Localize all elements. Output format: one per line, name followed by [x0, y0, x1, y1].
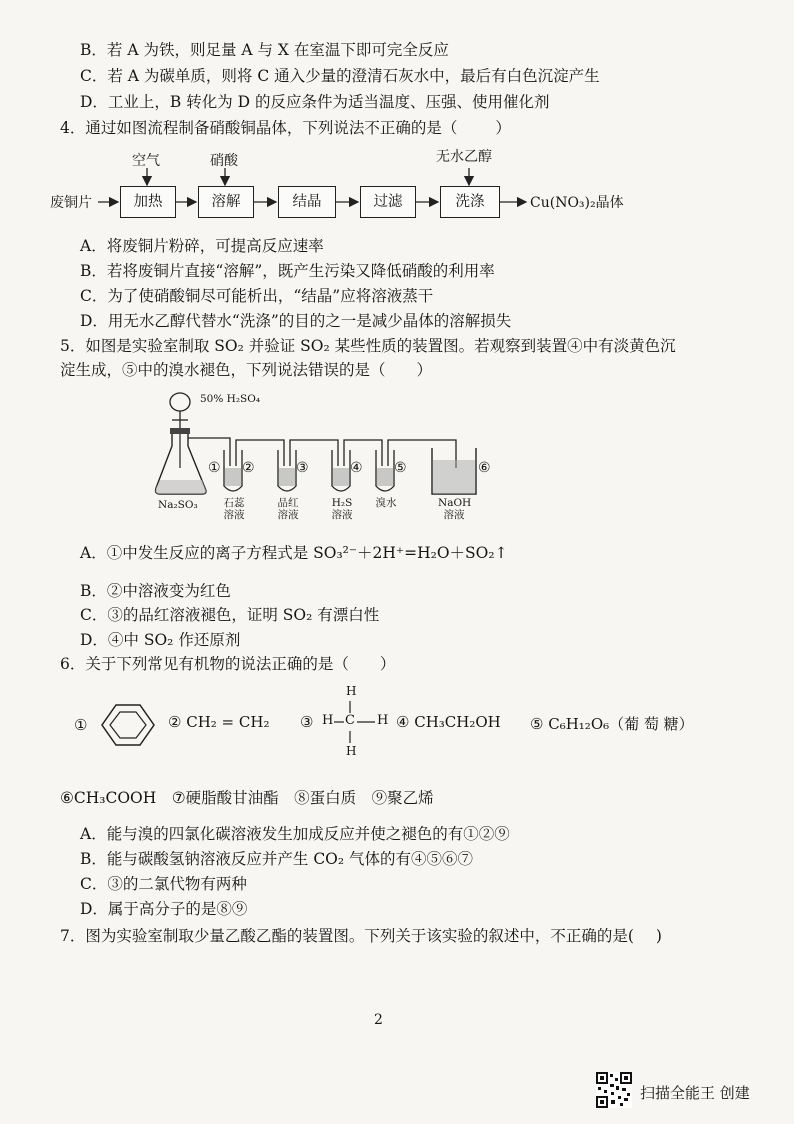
q6-option-b: B．能与碳酸氢钠溶液反应并产生 CO₂ 气体的有④⑤⑥⑦ [80, 850, 474, 868]
tube4-label: H₂S 溶液 [331, 497, 353, 521]
q5-option-d: D．④中 SO₂ 作还原剂 [80, 631, 241, 649]
num-1: ① [208, 460, 221, 476]
num-4: ④ [350, 460, 363, 476]
structure-1-num: ① [74, 716, 88, 734]
q5-option-a: A．①中发生反应的离子方程式是 SO₃²⁻＋2H⁺=H₂O＋SO₂↑ [80, 544, 508, 562]
flow-input-air: 空气 [132, 153, 160, 169]
methane-h-bottom: H [346, 744, 357, 758]
flow-step-wash: 洗涤 [440, 186, 500, 218]
beaker-label: NaOH 溶液 [438, 497, 472, 521]
methane-bonds [330, 698, 380, 746]
structure-3-num: ③ [300, 713, 314, 731]
scanner-watermark: 扫描全能王 创建 [640, 1084, 750, 1102]
num-2: ② [242, 460, 255, 476]
q3-option-b: B．若 A 为铁，则足量 A 与 X 在室温下即可完全反应 [80, 41, 449, 59]
q5-stem-line1: 5．如图是实验室制取 SO₂ 并验证 SO₂ 某些性质的装置图。若观察到装置④中有淡黄色沉 [60, 337, 676, 355]
structure-2-ethylene: ② CH₂ = CH₂ [168, 713, 270, 731]
num-5: ⑤ [394, 460, 407, 476]
acid-label: 50% H₂SO₄ [200, 393, 261, 405]
benzene-ring-icon [96, 702, 160, 748]
flow-start-label: 废铜片 [50, 195, 92, 211]
q6-option-d: D．属于高分子的是⑧⑨ [80, 900, 248, 918]
num-3: ③ [296, 460, 309, 476]
tube2-label: 石蕊 溶液 [223, 497, 245, 521]
q7-stem: 7．图为实验室制取少量乙酸乙酯的装置图。下列关于该实验的叙述中，不正确的是( ) [60, 927, 662, 945]
page-number: 2 [374, 1012, 383, 1028]
q6-option-c: C．③的二氯代物有两种 [80, 875, 247, 893]
q4-option-c: C．为了使硝酸铜尽可能析出，“结晶”应将溶液蒸干 [80, 287, 434, 305]
methane-h-left: H [322, 713, 334, 728]
flow-step-crystallize: 结晶 [278, 186, 336, 218]
q4-option-a: A．将废铜片粉碎，可提高反应速率 [80, 237, 324, 255]
q5-option-c: C．③的品红溶液褪色，证明 SO₂ 有漂白性 [80, 606, 380, 624]
q5-stem-line2: 淀生成，⑤中的溴水褪色，下列说法错误的是（ ） [60, 361, 433, 379]
flow-input-nitric-acid: 硝酸 [210, 153, 238, 169]
q6-row2: ⑥CH₃COOH ⑦硬脂酸甘油酯 ⑧蛋白质 ⑨聚乙烯 [60, 789, 434, 807]
q4-option-b: B．若将废铜片直接“溶解”，既产生污染又降低硝酸的利用率 [80, 262, 495, 280]
flow-step-filter: 过滤 [360, 186, 416, 218]
methane-h-right: H [377, 713, 389, 728]
q6-option-a: A．能与溴的四氯化碳溶液发生加成反应并使之褪色的有①②⑨ [80, 825, 510, 843]
q3-option-c: C．若 A 为碳单质，则将 C 通入少量的澄清石灰水中，最后有白色沉淀产生 [80, 67, 600, 85]
flow-step-heat: 加热 [120, 186, 176, 218]
structure-4-ethanol: ④ CH₃CH₂OH [396, 713, 501, 731]
q5-option-b: B．②中溶液变为红色 [80, 582, 231, 600]
num-6: ⑥ [478, 460, 491, 476]
q6-stem: 6．关于下列常见有机物的说法正确的是（ ） [60, 655, 396, 673]
flask-label: Na₂SO₃ [158, 499, 198, 511]
methane-h-top: H [346, 684, 357, 698]
q5-apparatus [150, 388, 510, 533]
flow-product-label: Cu(NO₃)₂晶体 [530, 195, 624, 211]
q4-stem: 4．通过如图流程制备硝酸铜晶体，下列说法不正确的是（ ） [60, 119, 511, 137]
qr-code-icon [596, 1072, 632, 1108]
q3-option-d: D．工业上，B 转化为 D 的反应条件为适当温度、压强、使用催化剂 [80, 93, 550, 111]
flow-input-ethanol: 无水乙醇 [436, 149, 492, 165]
tube3-label: 品红 溶液 [277, 497, 299, 521]
structure-5-glucose: ⑤ C₆H₁₂O₆（葡 萄 糖） [530, 715, 694, 733]
q4-flow-diagram [50, 140, 750, 225]
q4-option-d: D．用无水乙醇代替水“洗涤”的目的之一是减少晶体的溶解损失 [80, 312, 512, 330]
methane-c: C [345, 713, 355, 728]
tube5-label: 溴水 [375, 497, 397, 509]
flow-step-dissolve: 溶解 [198, 186, 254, 218]
